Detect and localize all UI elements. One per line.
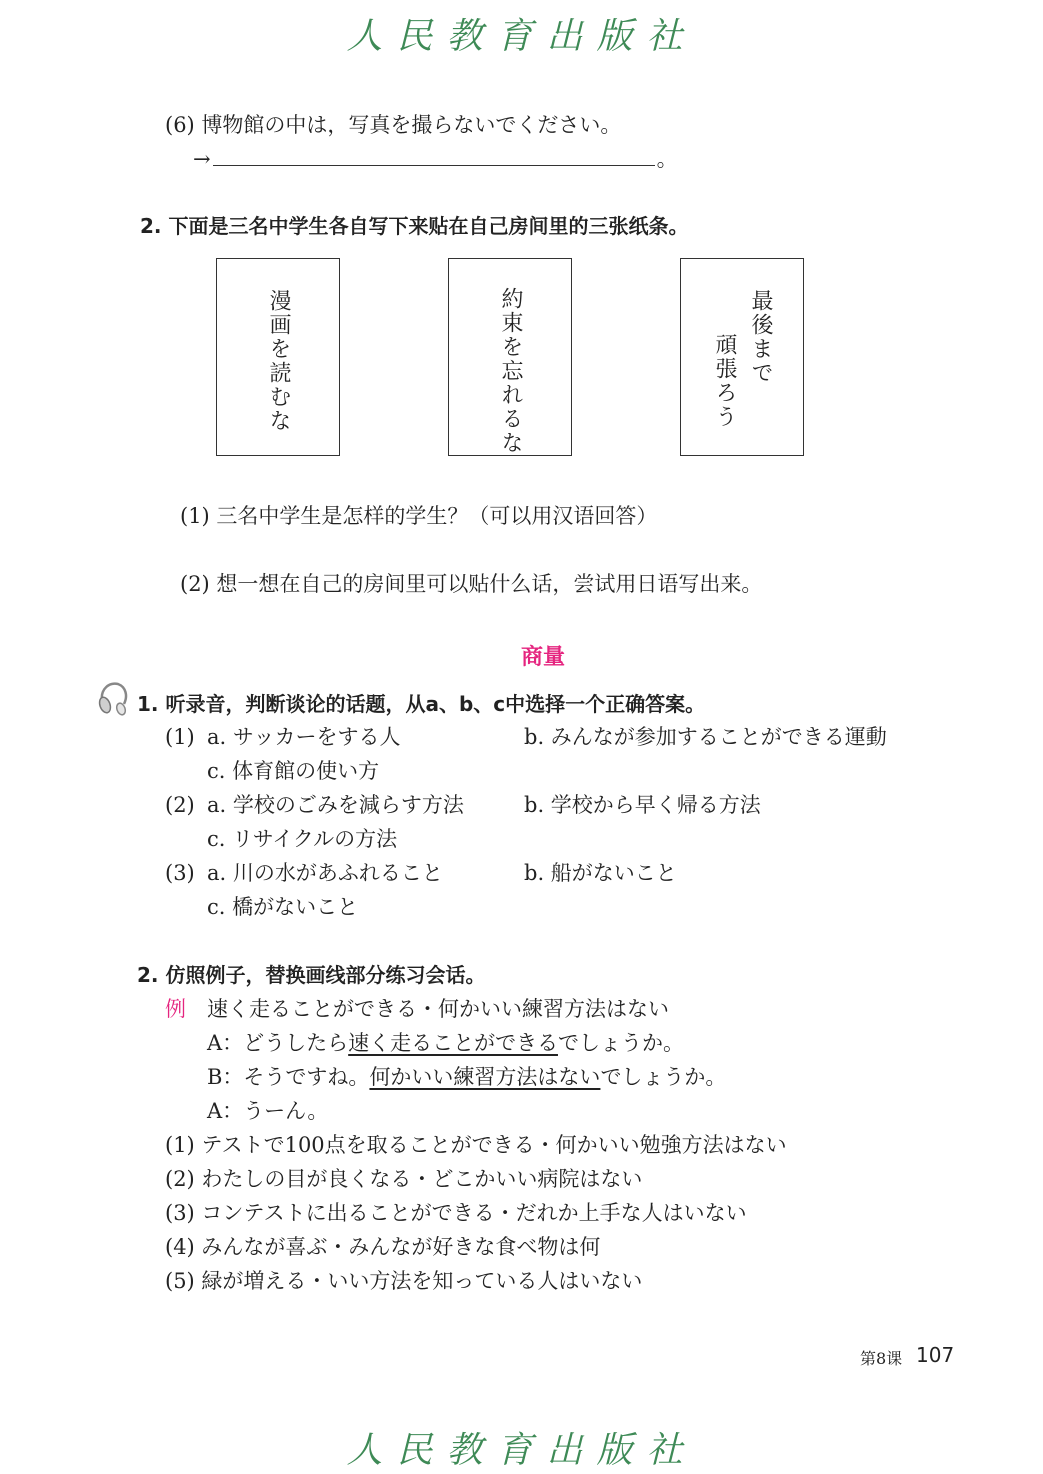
example-prompt: 速く走ることができる・何かいい練習方法はない [207, 997, 669, 1021]
example-a1-pre: A：どうしたら [207, 1031, 349, 1055]
headphones-icon [96, 680, 130, 716]
example-line-b [207, 1063, 726, 1091]
practice-item-2: (2) わたしの目が良くなる・どこかいい病院はない [165, 1167, 643, 1191]
example-label: 例 [165, 997, 186, 1021]
listen-item-3-a: a. 川の水があふれること [207, 861, 443, 885]
paper-note-2 [448, 258, 572, 456]
arrow-mark: → [193, 147, 211, 171]
example-line-a1 [207, 1029, 684, 1057]
example-b-post: でしょうか。 [600, 1065, 727, 1089]
practice-heading: 2. 仿照例子，替换画线部分练习会话。 [137, 963, 486, 987]
listen-item-2-b: b. 学校から早く帰る方法 [524, 793, 761, 817]
note-2-line-1: 約束を忘れるな [498, 287, 523, 455]
practice-item-1: (1) テストで100点を取ることができる・何かいい勉強方法はない [165, 1133, 787, 1157]
publisher-logo-bottom: 人民教育出版社 [346, 1430, 697, 1471]
example-b-pre: B：そうですね。 [207, 1065, 370, 1089]
listen-item-3-b: b. 船がないこと [524, 861, 677, 885]
exercise-item-6: (6) 博物館の中は，写真を撮らないでください。 [165, 113, 622, 137]
listen-item-1-num: (1) [165, 725, 195, 749]
lesson-label: 第8课 [860, 1349, 903, 1368]
example-a1-underlined: 速く走ることができる [348, 1031, 558, 1055]
paper-note-1 [216, 258, 340, 456]
end-mark: 。 [656, 147, 678, 171]
listen-item-1-c: c. 体育館の使い方 [207, 759, 380, 783]
section-title-shoryo: 商量 [521, 645, 566, 670]
listen-item-2-a: a. 学校のごみを減らす方法 [207, 793, 464, 817]
example-b-underlined: 何かいい練習方法はない [369, 1065, 601, 1089]
paper-note-3 [680, 258, 804, 456]
listen-item-3-c: c. 橋がないこと [207, 895, 359, 919]
page-number: 107 [916, 1343, 955, 1367]
publisher-logo-top: 人民教育出版社 [346, 16, 697, 57]
listen-item-3-num: (3) [165, 861, 195, 885]
example-line-a2: A：うーん。 [207, 1099, 329, 1123]
section2-question-1: (1) 三名中学生是怎样的学生？（可以用汉语回答） [180, 504, 658, 528]
practice-item-5: (5) 緑が増える・いい方法を知っている人はいない [165, 1269, 643, 1293]
note-3-line-1: 最後まで [748, 289, 773, 385]
listen-item-2-c: c. リサイクルの方法 [207, 827, 398, 851]
example-a1-post: でしょうか。 [557, 1031, 684, 1055]
listen-item-1-a: a. サッカーをする人 [207, 725, 401, 749]
answer-line [193, 145, 678, 173]
section2-heading: 2. 下面是三名中学生各自写下来贴在自己房间里的三张纸条。 [140, 214, 689, 238]
section2-question-2: (2) 想一想在自己的房间里可以贴什么话，尝试用日语写出来。 [180, 572, 763, 596]
answer-blank [213, 145, 655, 166]
listening-heading: 1. 听录音，判断谈论的话题，从a、b、c中选择一个正确答案。 [137, 692, 706, 716]
note-3-line-2: 頑張ろう [712, 333, 737, 429]
listen-item-2-num: (2) [165, 793, 195, 817]
listen-item-1-b: b. みんなが参加することができる運動 [524, 725, 887, 749]
practice-item-3: (3) コンテストに出ることができる・だれか上手な人はいない [165, 1201, 747, 1225]
practice-item-4: (4) みんなが喜ぶ・みんなが好きな食べ物は何 [165, 1235, 601, 1259]
note-1-line-1: 漫画を読むな [266, 289, 291, 433]
